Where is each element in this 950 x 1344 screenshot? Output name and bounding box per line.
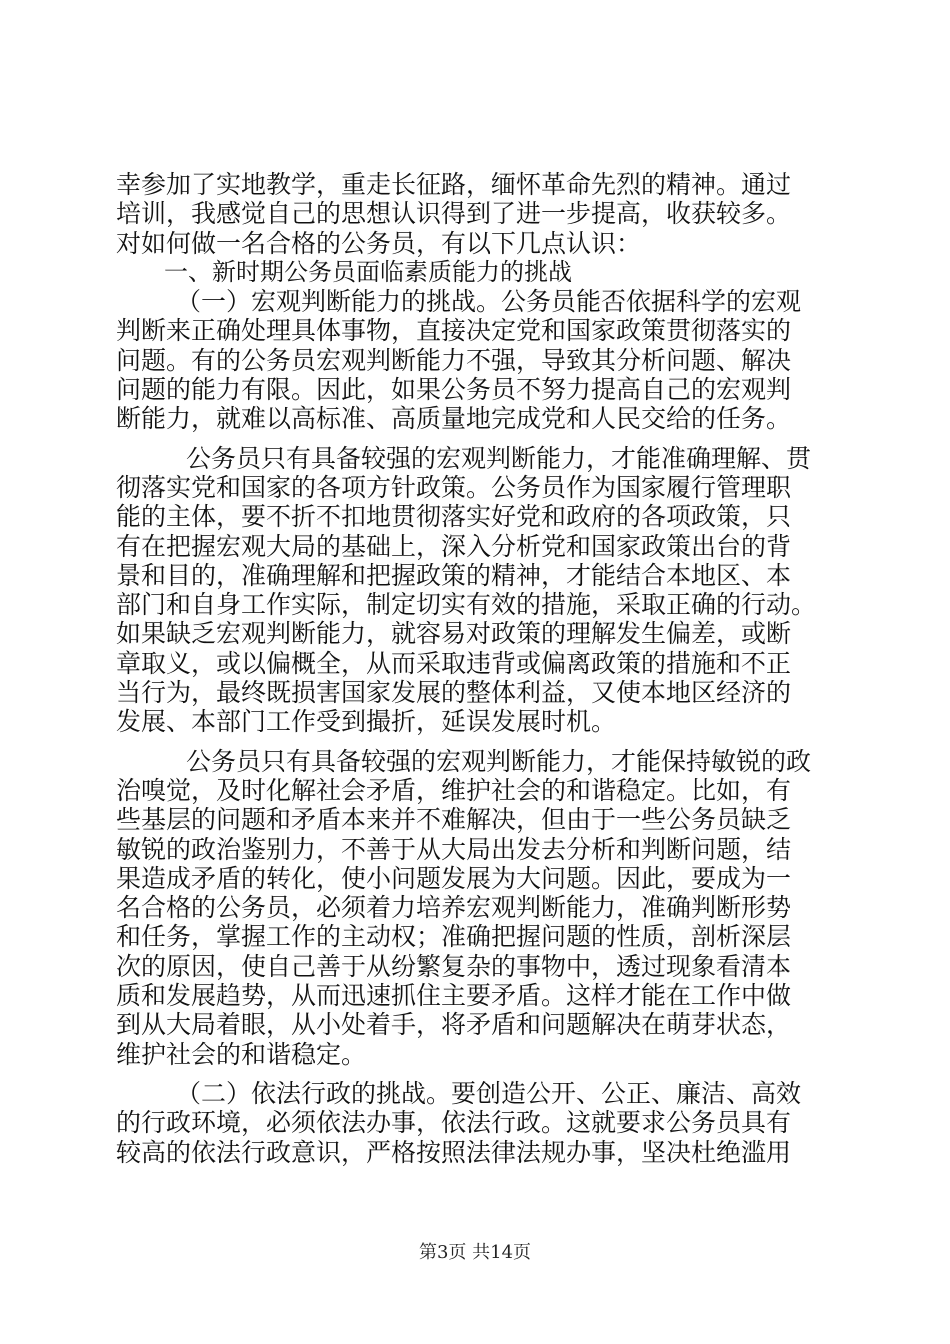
text-line: 的行政环境，必须依法办事，依法行政。这就要求公务员具有: [116, 1108, 792, 1138]
text-line: 果造成矛盾的转化，使小问题发展为大问题。因此，要成为一: [116, 863, 792, 893]
text-line: 较高的依法行政意识，严格按照法律法规办事，坚决杜绝滥用: [116, 1137, 792, 1167]
text-line: 断能力，就难以高标准、高质量地完成党和人民交给的任务。: [116, 404, 792, 434]
paragraph-first-line: 公务员只有具备较强的宏观判断能力，才能保持敏锐的政: [186, 746, 812, 776]
paragraph-first-line: 公务员只有具备较强的宏观判断能力，才能准确理解、贯: [186, 443, 812, 473]
subsection-heading: （二）依法行政的挑战。要创造公开、公正、廉洁、高效: [176, 1078, 802, 1108]
text-line: 问题。有的公务员宏观判断能力不强，导致其分析问题、解决: [116, 345, 792, 375]
page-number-footer: 第3页 共14页: [418, 1242, 532, 1263]
subsection-heading: （一）宏观判断能力的挑战。公务员能否依据科学的宏观: [176, 287, 802, 317]
text-line: 培训，我感觉自己的思想认识得到了进一步提高，收获较多。: [116, 199, 792, 229]
text-line: 次的原因，使自己善于从纷繁复杂的事物中，透过现象看清本: [116, 951, 792, 981]
text-line: 如果缺乏宏观判断能力，就容易对政策的理解发生偏差，或断: [116, 619, 792, 649]
text-line: 敏锐的政治鉴别力，不善于从大局出发去分析和判断问题，结: [116, 834, 792, 864]
text-line: 景和目的，准确理解和把握政策的精神，才能结合本地区、本: [116, 560, 792, 590]
text-line: 和任务，掌握工作的主动权；准确把握问题的性质，剖析深层: [116, 922, 792, 952]
text-line: 彻落实党和国家的各项方针政策。公务员作为国家履行管理职: [116, 472, 792, 502]
text-line: 维护社会的和谐稳定。: [116, 1039, 367, 1069]
text-line: 治嗅觉，及时化解社会矛盾，维护社会的和谐稳定。比如，有: [116, 775, 792, 805]
text-line: 些基层的问题和矛盾本来并不难解决，但由于一些公务员缺乏: [116, 805, 792, 835]
text-line: 有在把握宏观大局的基础上，深入分析党和国家政策出台的背: [116, 531, 792, 561]
text-line: 名合格的公务员，必须着力培养宏观判断能力，准确判断形势: [116, 893, 792, 923]
section-heading: 一、新时期公务员面临素质能力的挑战: [164, 257, 572, 286]
text-line: 判断来正确处理具体事物，直接决定党和国家政策贯彻落实的: [116, 316, 792, 346]
text-line: 幸参加了实地教学，重走长征路，缅怀革命先烈的精神。通过: [116, 170, 792, 199]
text-line: 对如何做一名合格的公务员，有以下几点认识：: [116, 228, 642, 258]
text-line: 当行为，最终既损害国家发展的整体利益，又使本地区经济的: [116, 678, 792, 708]
text-line: 能的主体，要不折不扣地贯彻落实好党和政府的各项政策，只: [116, 502, 792, 532]
document-body: [116, 170, 836, 1167]
text-line: 部门和自身工作实际，制定切实有效的措施，采取正确的行动。: [116, 590, 817, 620]
text-line: 问题的能力有限。因此，如果公务员不努力提高自己的宏观判: [116, 375, 792, 405]
text-line: 到从大局着眼，从小处着手，将矛盾和问题解决在萌芽状态，: [116, 1010, 792, 1040]
text-line: 发展、本部门工作受到撮折，延误发展时机。: [116, 707, 617, 737]
text-line: 质和发展趋势，从而迅速抓住主要矛盾。这样才能在工作中做: [116, 981, 792, 1011]
text-line: 章取义，或以偏概全，从而采取违背或偏离政策的措施和不正: [116, 648, 792, 678]
